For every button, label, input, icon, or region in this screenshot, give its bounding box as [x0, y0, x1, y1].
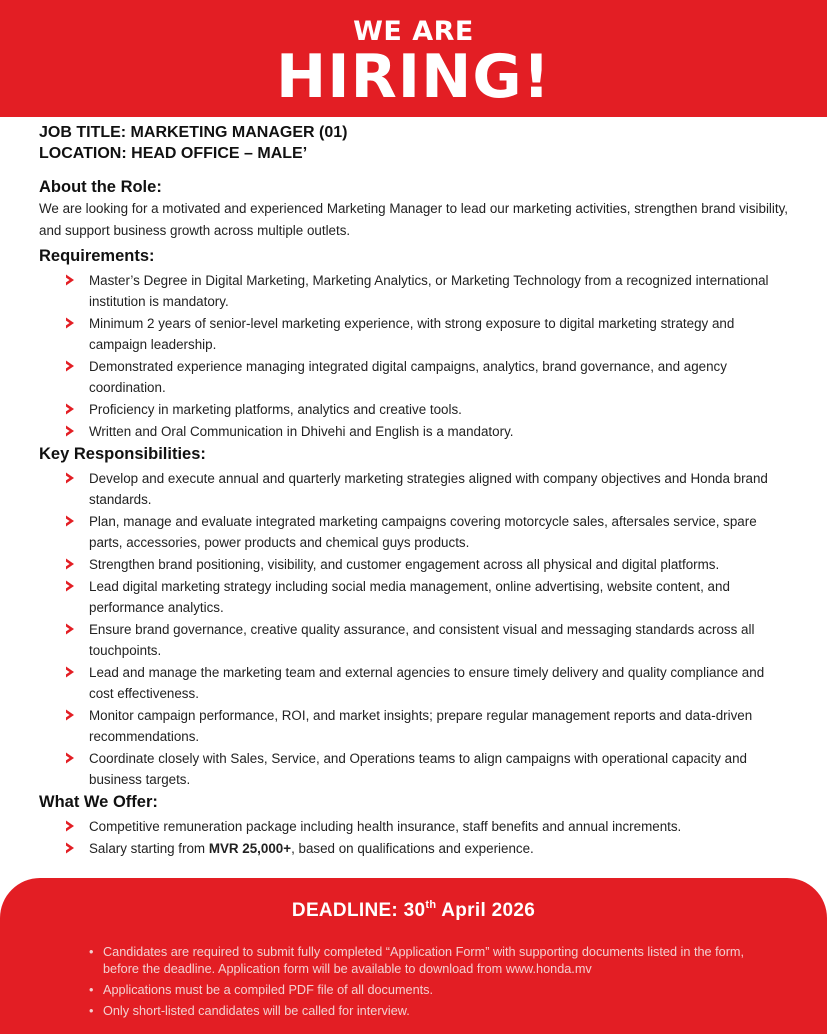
- list-item: [63, 816, 789, 837]
- list-item: [63, 748, 789, 791]
- requirements-list: [63, 270, 789, 442]
- job-location: LOCATION: HEAD OFFICE – MALE’: [39, 145, 308, 162]
- about-heading: About the Role:: [39, 178, 162, 196]
- list-item-text: Ensure brand governance, creative quality assurance, and consistent visual and messaging standards across all touchpoints.: [89, 621, 755, 658]
- list-item: [63, 662, 789, 705]
- chevron-right-icon: [63, 622, 77, 636]
- banner-line-we-are: WE ARE: [353, 16, 474, 47]
- list-item: [63, 511, 789, 554]
- list-item: [63, 399, 789, 420]
- chevron-right-icon: [63, 359, 77, 373]
- deadline: [0, 898, 827, 924]
- list-item-text: Develop and execute annual and quarterly marketing strategies aligned with company objectives and Honda brand standards.: [89, 471, 768, 508]
- salary-amount: MVR 25,000+: [208, 841, 292, 856]
- list-item-text: Competitive remuneration package including health insurance, staff benefits and annual increments.: [89, 819, 682, 835]
- list-item-text: Coordinate closely with Sales, Service, and Operations teams to align campaigns with operational capacity and business targets.: [89, 750, 747, 787]
- list-item-text: Proficiency in marketing platforms, analytics and creative tools.: [89, 402, 462, 417]
- list-item: [63, 313, 789, 356]
- list-item: [63, 554, 789, 575]
- job-title: JOB TITLE: MARKETING MANAGER (01): [39, 124, 348, 141]
- banner-line-hiring: HIRING!: [276, 42, 551, 112]
- requirements-heading: Requirements:: [39, 247, 155, 265]
- deadline-date: April 2026: [436, 900, 536, 921]
- chevron-right-icon: [63, 424, 77, 438]
- job-description: [39, 122, 789, 860]
- list-item-text: Lead digital marketing strategy including social media management, online advertising, website content, and performance analytics.: [89, 578, 730, 615]
- list-item-text: Plan, manage and evaluate integrated marketing campaigns covering motorcycle sales, aftersales service, spare parts, accessories, power products and chemical guys products.: [89, 514, 757, 551]
- chevron-right-icon: [63, 819, 77, 833]
- application-notes: [85, 944, 775, 1022]
- hiring-banner: [0, 0, 827, 117]
- responsibilities-list: [63, 468, 789, 790]
- list-item: [63, 468, 789, 511]
- chevron-right-icon: [63, 708, 77, 722]
- list-item-text: Master’s Degree in Digital Marketing, Marketing Analytics, or Marketing Technology from a recognized international institution is mandatory.: [89, 273, 769, 310]
- list-item-text: Strengthen brand positioning, visibility, and customer engagement across all physical and digital platforms.: [89, 557, 720, 572]
- deadline-ordinal: th: [425, 899, 437, 911]
- offer-heading: What We Offer:: [39, 793, 158, 812]
- list-item: [63, 705, 789, 748]
- chevron-right-icon: [63, 557, 77, 571]
- list-item: [63, 421, 789, 442]
- salary-prefix: Salary starting from: [89, 841, 209, 856]
- list-item: [63, 270, 789, 313]
- chevron-right-icon: [63, 579, 77, 593]
- about-text: We are looking for a motivated and experienced Marketing Manager to lead our marketing activities, strengthen brand visibility, and support business growth across multiple outlets.: [39, 201, 789, 238]
- deadline-footer: [0, 878, 827, 1034]
- chevron-right-icon: [63, 273, 77, 287]
- chevron-right-icon: [63, 316, 77, 330]
- chevron-right-icon: [63, 402, 77, 416]
- salary-suffix: , based on qualifications and experience.: [291, 841, 534, 856]
- list-item: • Candidates are required to submit fully completed “Application Form” with supporting documents listed in the form, before the deadline. Application form will be available to download from www.honda.mv: [85, 944, 775, 978]
- deadline-label: DEADLINE: 30: [291, 900, 426, 921]
- list-item: [63, 838, 789, 859]
- list-item-text: Minimum 2 years of senior-level marketing experience, with strong exposure to digital marketing strategy and campaign leadership.: [89, 316, 735, 353]
- list-item: • Applications must be a compiled PDF file of all documents.: [85, 982, 775, 999]
- responsibilities-heading: Key Responsibilities:: [39, 445, 206, 463]
- list-item: [63, 356, 789, 399]
- chevron-right-icon: [63, 665, 77, 679]
- offer-list: [63, 816, 789, 859]
- list-item: • Only short-listed candidates will be called for interview.: [85, 1003, 775, 1020]
- list-item-text: Monitor campaign performance, ROI, and market insights; prepare regular management reports and data-driven recommendations.: [89, 707, 753, 744]
- chevron-right-icon: [63, 841, 77, 855]
- list-item-text: Demonstrated experience managing integrated digital campaigns, analytics, brand governance, and agency coordination.: [89, 359, 727, 396]
- list-item: [63, 619, 789, 662]
- chevron-right-icon: [63, 751, 77, 765]
- chevron-right-icon: [63, 471, 77, 485]
- chevron-right-icon: [63, 514, 77, 528]
- list-item: [63, 576, 789, 619]
- list-item-text: Lead and manage the marketing team and external agencies to ensure timely delivery and quality compliance and cost effectiveness.: [89, 664, 765, 701]
- list-item-text: Written and Oral Communication in Dhivehi and English is a mandatory.: [89, 423, 514, 439]
